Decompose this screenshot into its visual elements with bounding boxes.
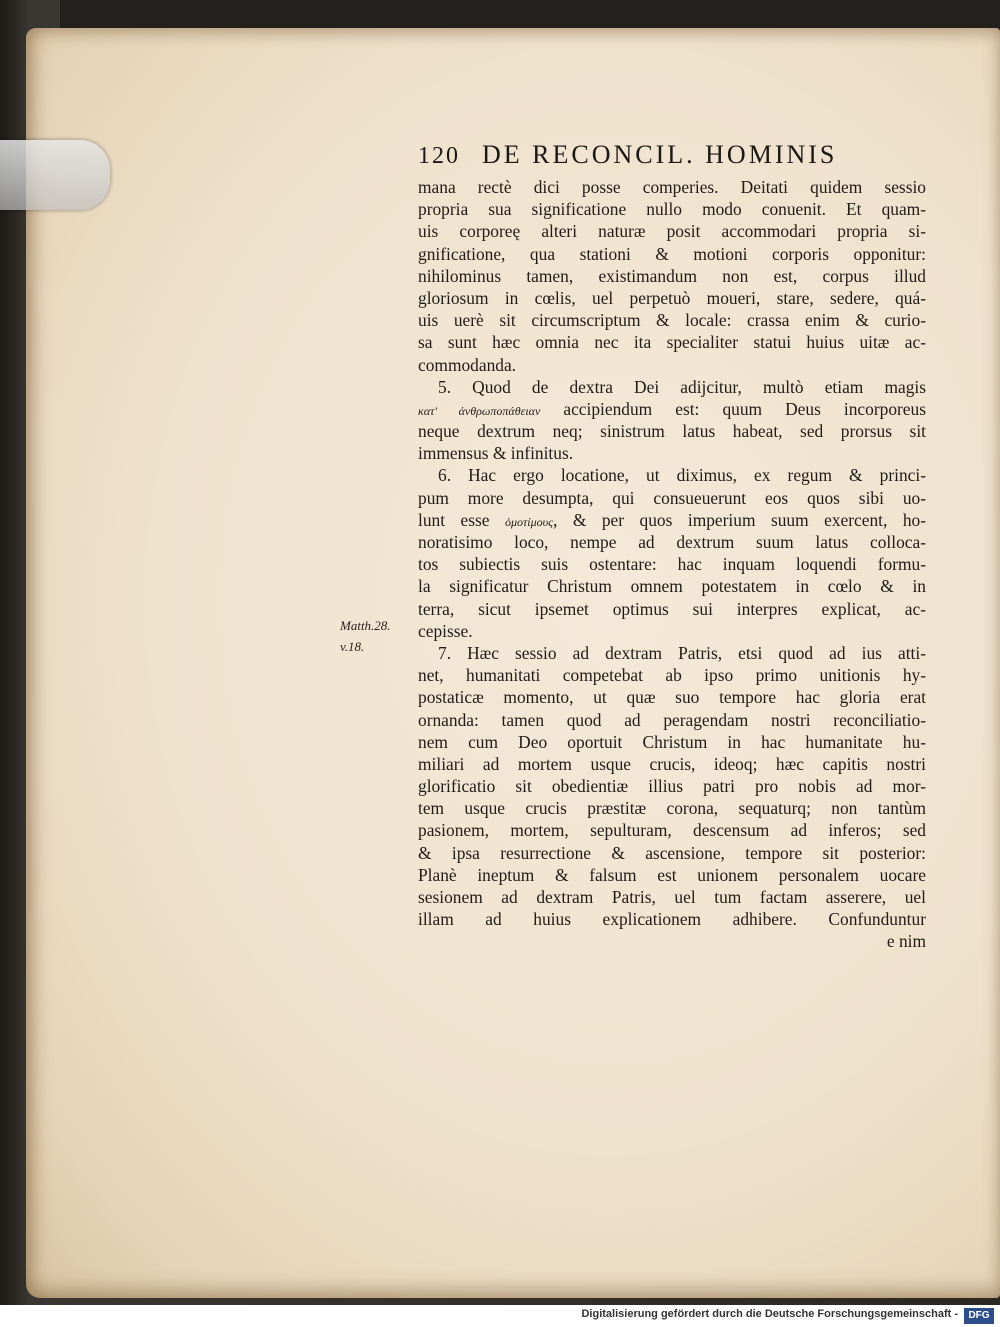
running-title: DE RECONCIL. HOMINIS [482,140,838,169]
margin-reference-line: Matth.28. [340,618,391,633]
paragraph-start: 6. Hac ergo locatione, ut diximus, ex regum & princi- [438,465,926,486]
paragraph-start: 7. Hæc sessio ad dextram Patris, etsi quod ad ius atti- [438,642,926,663]
text-line: ornanda: tamen quod ad peragendam nostri reconciliatio- [418,709,926,730]
scan-top-shadow [60,0,1000,30]
text-fragment: lunt esse [418,509,490,530]
text-fragment: , & per quos imperium suum exercent, ho- [553,509,926,530]
text-line: tem usque crucis præstitæ corona, sequaturq; non tantùm [418,798,926,819]
text-line: miliari ad mortem usque crucis, ideoq; hæc capitis nostri [418,753,926,774]
text-line: sa sunt hæc omnia nec ita specialiter statui huius uitæ ac- [418,332,926,353]
paragraph-start: 5. Quod de dextra Dei adijcitur, multò etiam magis [438,376,926,397]
footer-credit: Digitalisierung gefördert durch die Deutsche Forschungsgemeinschaft - [581,1308,958,1320]
text-line: tos subiectis suis ostentare: hac inquam loquendi formu- [418,554,926,575]
text-line: nihilominus tamen, existimandum non est, corpus illud [418,265,926,286]
catchword: e nim [886,931,926,952]
text-line: gnificatione, qua stationi & motioni corporis opponitur: [418,243,926,264]
text-line: uis corporeę alteri naturæ posit accommodari propria si- [418,221,926,242]
page-clip [0,140,110,210]
text-line: cepisse. [418,620,473,641]
text-line: & ipsa resurrectione & ascensione, tempore sit posterior: [418,842,926,863]
text-line: net, humanitati competebat ab ipso primo unitionis hy- [418,665,926,686]
text-line: glorificatio sit obedientiæ illius patri pro nobis ad mor- [418,776,926,797]
text-line: immensus & infinitus. [418,443,574,464]
text-line: postaticæ momento, ut quæ suo tempore hac gloria erat [418,687,926,708]
text-line: illam ad huius explicationem adhibere. Confunduntur [418,909,926,930]
text-line: propria sua significatione nullo modo conuenit. Et quam- [418,199,926,220]
text-line: commodanda. [418,354,517,375]
text-line: terra, sicut ipsemet optimus sui interpres explicat, ac- [418,598,926,619]
text-fragment: accipiendum est: quum Deus incorporeus [563,398,926,419]
dfg-logo: DFG [964,1308,994,1324]
margin-reference [340,615,410,657]
text-line: uis uerè sit circumscriptum & locale: crassa enim & curio- [418,310,926,331]
greek-term: κατ' ἀνθρωποπάθειαν [418,403,541,418]
text-line: sesionem ad dextram Patris, uel tum factam asserere, uel [418,887,926,907]
text-line: pasionem, mortem, sepulturam, descensum ad inferos; sed [418,820,926,841]
footer-bar [0,1305,1000,1327]
text-line: pum more desumpta, qui consueuerunt eos quos sibi uo- [418,487,926,508]
margin-reference-line: v.18. [340,639,365,654]
text-line: gloriosum in cœlis, uel perpetuò moueri, stare, sedere, quá- [418,287,926,308]
text-line: noratisimo loco, nempe ad dextrum suum latus colloca- [418,532,926,552]
body-text [418,176,926,953]
greek-term: ὁμοτίμους [504,514,554,529]
text-line [418,398,926,420]
text-line [418,509,926,531]
page-number: 120 [418,143,460,169]
text-line: nem cum Deo oportuit Christum in hac humanitate hu- [418,731,926,752]
text-line: Planè ineptum & falsum est unionem personalem uocare [418,864,926,885]
text-line: mana rectè dici posse comperies. Deitati quidem sessio [418,177,926,197]
text-line: neque dextrum neq; sinistrum latus habeat, sed prorsus sit [418,421,926,442]
page-header [418,140,918,172]
text-line: la significatur Christum omnem potestatem in cœlo & in [418,576,926,597]
